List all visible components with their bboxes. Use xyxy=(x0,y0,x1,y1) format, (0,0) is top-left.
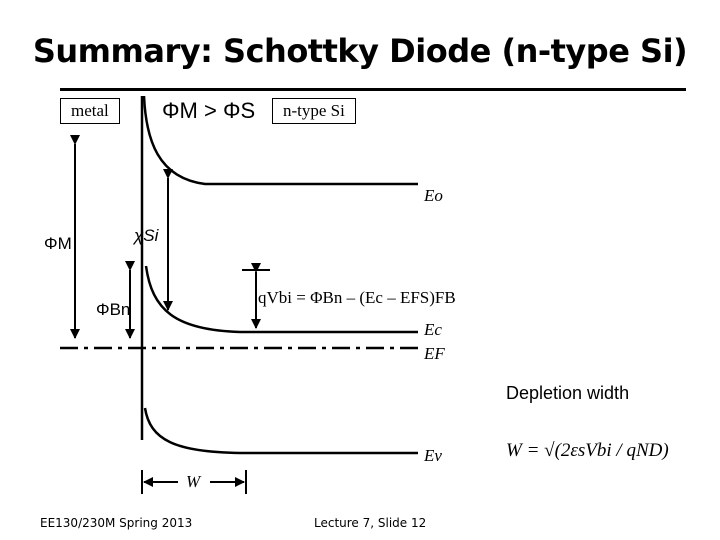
depletion-width-formula: W = √(2εsVbi / qND) xyxy=(506,440,669,461)
chi-si-label: χSi xyxy=(134,226,159,245)
metal-label: metal xyxy=(60,98,120,124)
condition-label: ΦM > ΦS xyxy=(162,98,256,123)
footer-course: EE130/230M Spring 2013 xyxy=(40,516,193,530)
ev-label: Ev xyxy=(424,446,442,465)
qvbi-equation: qVbi = ΦBn – (Ec – EFS)FB xyxy=(258,288,456,307)
ec-label: Ec xyxy=(424,320,442,339)
n-type-label: n-type Si xyxy=(272,98,356,124)
slide-title: Summary: Schottky Diode (n-type Si) xyxy=(32,32,688,70)
ef-label: EF xyxy=(424,344,445,363)
footer-slide-number: Lecture 7, Slide 12 xyxy=(314,516,427,530)
e0-label: Eo xyxy=(424,186,443,205)
w-label: W xyxy=(186,472,201,491)
valence-band-curve xyxy=(145,408,418,453)
depletion-width-label: Depletion width xyxy=(506,383,630,403)
phi-bn-label: ΦBn xyxy=(96,300,131,319)
phi-m-label: ΦM xyxy=(44,234,72,253)
